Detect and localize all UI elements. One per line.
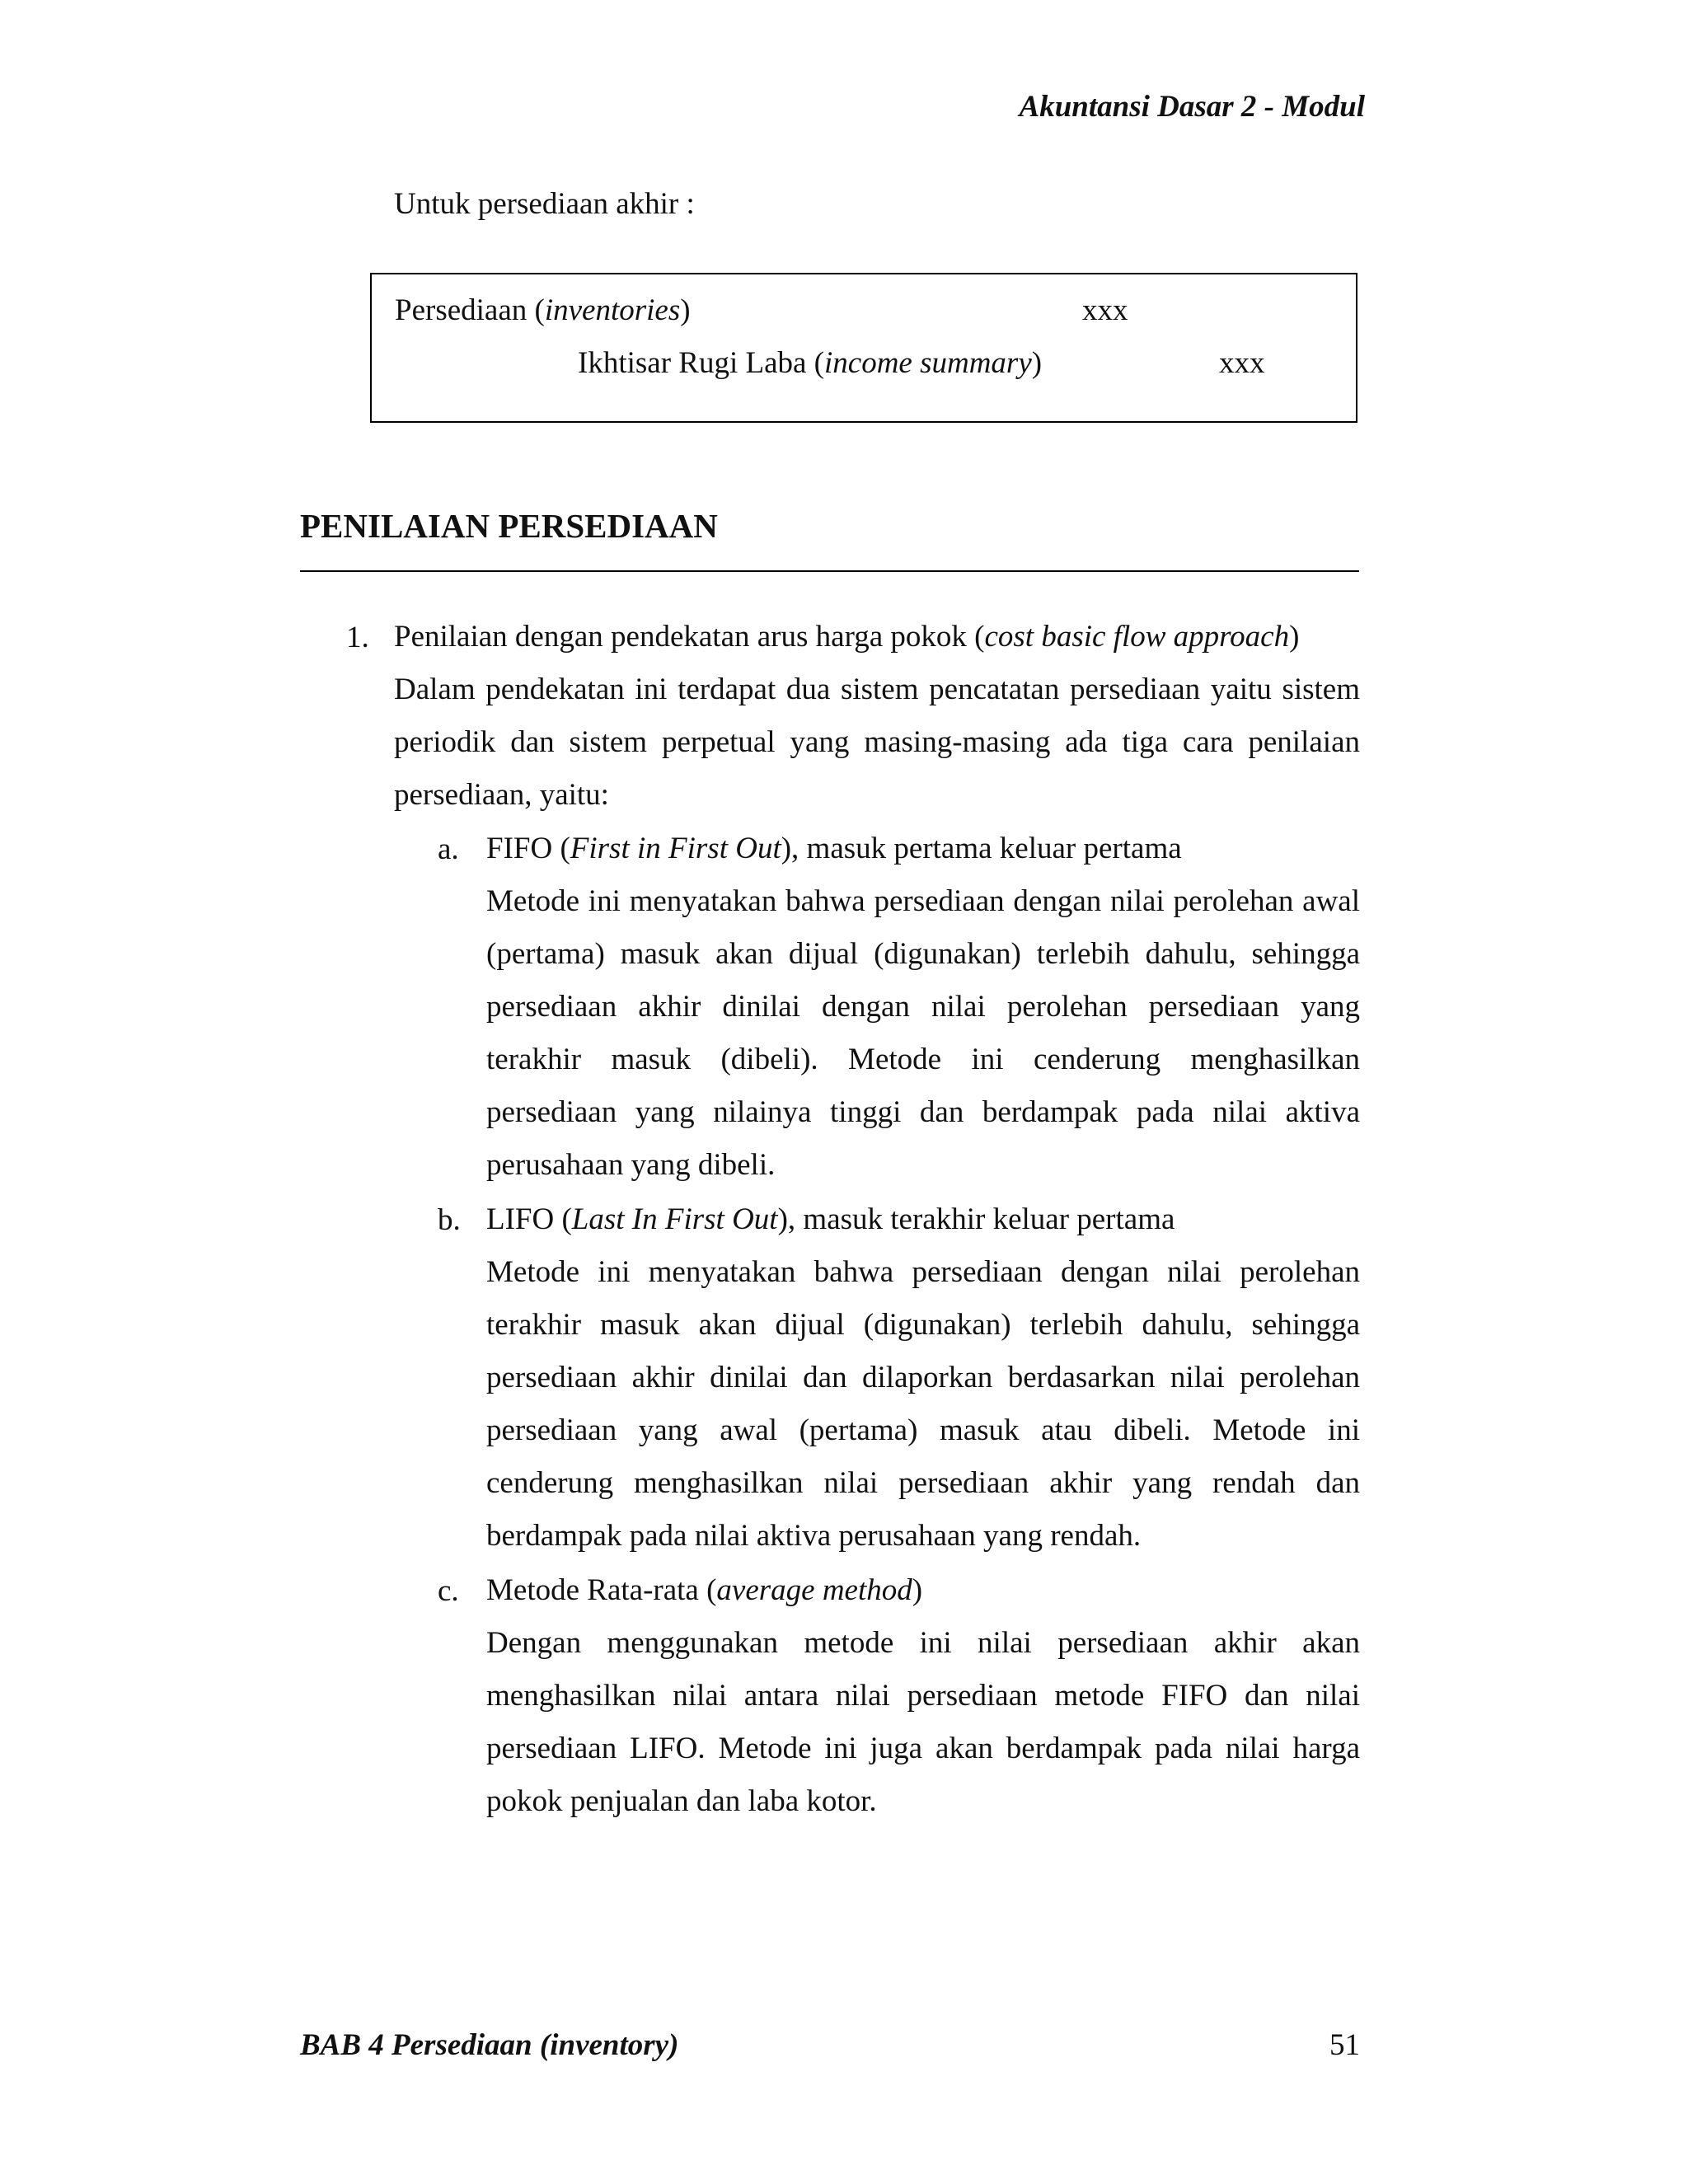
intro-text: Untuk persediaan akhir : — [394, 187, 695, 221]
journal-credit-amount: xxx — [1219, 346, 1265, 380]
item1-title: Penilaian dengan pendekatan arus harga pokok (cost basic flow approach) — [394, 620, 1300, 654]
section-divider — [300, 570, 1359, 572]
journal-credit-account: Ikhtisar Rugi Laba (income summary) — [578, 346, 1043, 380]
page-number: 51 — [1329, 2028, 1360, 2062]
section-heading: PENILAIAN PERSEDIAAN — [300, 507, 718, 545]
item1-body: Dalam pendekatan ini terdapat dua sistem pencatatan persediaan yaitu sistem periodik dan sistem perpetual yang masing-masing ada tiga cara penilaian persediaan, yaitu: — [394, 673, 1360, 812]
sub-b-body: Metode ini menyatakan bahwa persediaan dengan nilai perolehan terakhir masuk akan dijual (digunakan) terlebih dahulu, sehingga persediaan akhir dinilai dan dilaporkan berdasarkan nilai perolehan persediaan yang awal (pertama) masuk atau dibeli. Metode ini cenderung menghasilkan nilai persediaan akhir yang rendah dan berdampak pada nilai aktiva perusahaan yang rendah. — [486, 1255, 1360, 1553]
journal-debit-amount: xxx — [1082, 293, 1128, 327]
journal-debit-account: Persediaan (inventories) — [395, 293, 691, 327]
sub-c-title: Metode Rata-rata (average method) — [486, 1573, 923, 1607]
sub-a-body: Metode ini menyatakan bahwa persediaan dengan nilai perolehan awal (pertama) masuk akan dijual (digunakan) terlebih dahulu, sehingga persediaan akhir dinilai dengan nilai perolehan persediaan yang terakhir masuk (dibeli). Metode ini cenderung menghasilkan persediaan yang nilainya tinggi dan berdampak pada nilai aktiva perusahaan yang dibeli. — [486, 884, 1360, 1182]
footer-chapter: BAB 4 Persediaan (inventory) — [300, 2028, 679, 2062]
sub-b-letter: b. — [438, 1203, 461, 1237]
list-number: 1. — [346, 621, 369, 654]
sub-c-body: Dengan menggunakan metode ini nilai persediaan akhir akan menghasilkan nilai antara nilai persediaan metode FIFO dan nilai persediaan LIFO. Metode ini juga akan berdampak pada nilai harga pokok penjualan dan laba kotor. — [486, 1626, 1360, 1818]
journal-entry-box — [370, 273, 1357, 423]
sub-c-letter: c. — [438, 1574, 459, 1608]
sub-a-letter: a. — [438, 832, 459, 866]
sub-b-title: LIFO (Last In First Out), masuk terakhir keluar pertama — [486, 1202, 1175, 1236]
running-header: Akuntansi Dasar 2 - Modul — [1019, 90, 1365, 124]
sub-a-title: FIFO (First in First Out), masuk pertama keluar pertama — [486, 832, 1182, 865]
